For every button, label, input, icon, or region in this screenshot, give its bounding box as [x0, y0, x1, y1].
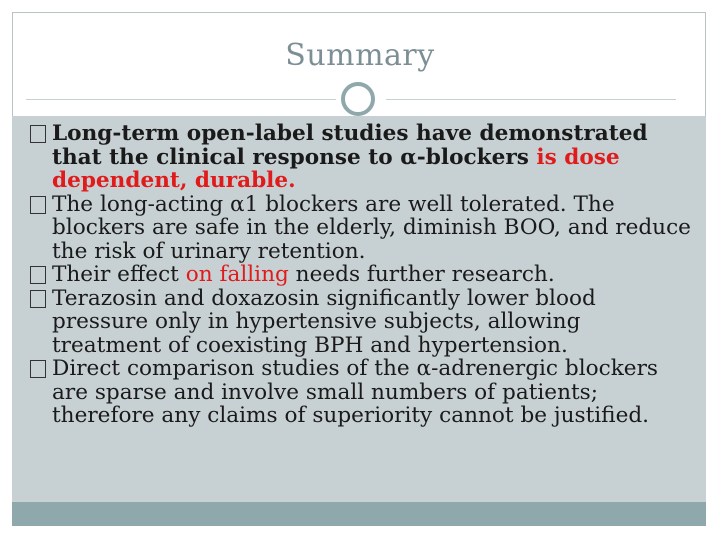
bullet-highlight: on falling: [185, 262, 289, 287]
footer-bar: [12, 502, 706, 526]
square-bullet-icon: [30, 196, 46, 214]
bullet-text: Terazosin and doxazosin significantly lower blood pressure only in hypertensive subjects, allowing treatment of coexisting BPH and hypertension.: [52, 285, 596, 358]
bullet-text: Long-term open-label studies have demonstrated that the clinical response to α-blockers: [52, 121, 648, 170]
bullet-item-1: [30, 122, 695, 193]
square-bullet-icon: [30, 290, 46, 308]
circle-ornament-icon: [341, 82, 375, 116]
bullet-list: [30, 122, 695, 428]
square-bullet-icon: [30, 266, 46, 284]
bullet-text: needs further research.: [288, 262, 555, 287]
title-divider-right: [386, 99, 676, 100]
bullet-text: Direct comparison studies of the α-adrenergic blockers are sparse and involve small numbers of patients; therefore any claims of superiority cannot be justified.: [52, 356, 658, 428]
bullet-item-5: [30, 357, 695, 428]
bullet-highlight: is dose dependent, durable.: [52, 144, 620, 193]
bullet-text: Their effect: [52, 262, 186, 287]
square-bullet-icon: [30, 125, 46, 143]
slide-title: Summary: [285, 38, 435, 73]
bullet-item-3: [30, 263, 695, 287]
square-bullet-icon: [30, 360, 46, 378]
bullet-item-4: [30, 287, 695, 358]
bullet-text: The long-acting α1 blockers are well tolerated. The blockers are safe in the elderly, diminish BOO, and reduce the risk of urinary retention.: [52, 191, 691, 264]
bullet-item-2: [30, 193, 695, 264]
title-divider-left: [26, 99, 336, 100]
